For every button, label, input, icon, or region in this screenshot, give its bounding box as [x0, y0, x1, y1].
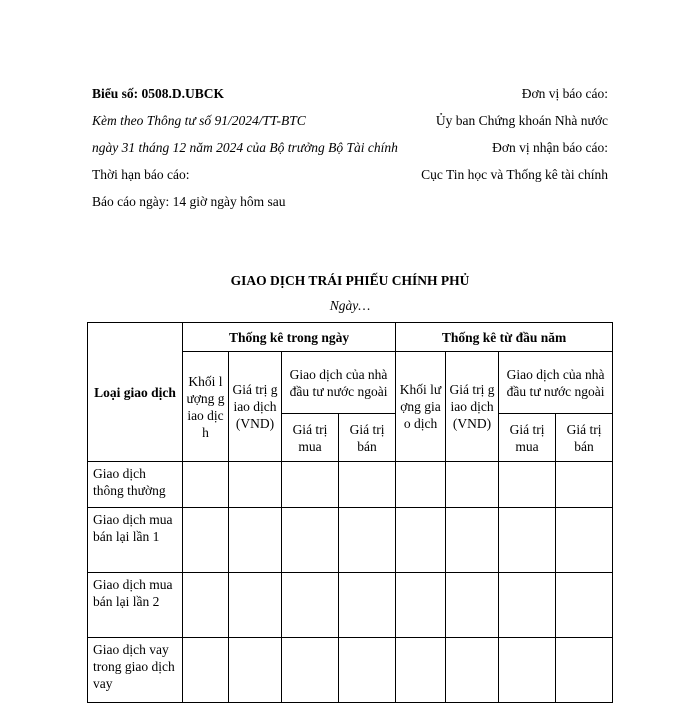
table-cell[interactable]: [282, 638, 339, 703]
table-cell[interactable]: [396, 573, 446, 638]
table-cell[interactable]: [499, 462, 556, 508]
receiving-unit: Cục Tin học và Thống kê tài chính: [421, 167, 608, 182]
ytd-volume-header: Khối lượng giao dịch: [396, 352, 446, 462]
table-cell[interactable]: [183, 638, 229, 703]
daily-buy-header: Giá trị mua: [282, 414, 339, 462]
table-cell[interactable]: [229, 462, 282, 508]
form-number: Biểu số: 0508.D.UBCK: [92, 86, 225, 101]
daily-stats-header: Thống kê trong ngày: [183, 323, 396, 352]
table-row: [88, 462, 613, 508]
report-title: GIAO DỊCH TRÁI PHIẾU CHÍNH PHỦ: [230, 273, 470, 288]
table-cell[interactable]: [556, 462, 613, 508]
table-cell[interactable]: [556, 573, 613, 638]
table-cell[interactable]: [499, 638, 556, 703]
table-cell[interactable]: [339, 573, 396, 638]
daily-value-header: Giá trị giao dịch (VND): [229, 352, 282, 462]
table-cell[interactable]: [556, 508, 613, 573]
table-row: [88, 638, 613, 703]
table-cell[interactable]: [183, 462, 229, 508]
row-label: Giao dịch vay trong giao dịch vay: [88, 638, 183, 703]
bond-transaction-table: [87, 322, 613, 703]
transaction-type-header: Loại giao dịch: [88, 323, 183, 462]
receiving-unit-label: Đơn vị nhận báo cáo:: [492, 140, 608, 155]
table-cell[interactable]: [282, 573, 339, 638]
attached-date: ngày 31 tháng 12 năm 2024 của Bộ trưởng Bộ Tài chính: [92, 140, 398, 155]
header-left: [92, 84, 402, 211]
table-cell[interactable]: [339, 508, 396, 573]
table-cell[interactable]: [282, 508, 339, 573]
ytd-buy-header: Giá trị mua: [499, 414, 556, 462]
ytd-sell-header: Giá trị bán: [556, 414, 613, 462]
table-row: [88, 573, 613, 638]
report-date: Ngày…: [329, 298, 371, 313]
table-cell[interactable]: [396, 638, 446, 703]
table-cell[interactable]: [282, 462, 339, 508]
attached-circular: Kèm theo Thông tư số 91/2024/TT-BTC: [92, 113, 306, 128]
reporting-unit-label: Đơn vị báo cáo:: [521, 86, 608, 101]
table-cell[interactable]: [183, 508, 229, 573]
table-cell[interactable]: [499, 508, 556, 573]
table-cell[interactable]: [339, 638, 396, 703]
table-cell[interactable]: [229, 573, 282, 638]
table-cell[interactable]: [229, 508, 282, 573]
ytd-foreign-header: Giao dịch của nhà đầu tư nước ngoài: [499, 352, 613, 414]
deadline-label: Thời hạn báo cáo:: [92, 167, 190, 182]
daily-sell-header: Giá trị bán: [339, 414, 396, 462]
daily-volume-header: Khối lượng giao dịch: [183, 352, 229, 462]
table-cell[interactable]: [183, 573, 229, 638]
table-cell[interactable]: [446, 573, 499, 638]
ytd-value-header: Giá trị giao dịch (VND): [446, 352, 499, 462]
reporting-unit: Ủy ban Chứng khoán Nhà nước: [435, 113, 608, 128]
row-label: Giao dịch mua bán lại lần 2: [88, 573, 183, 638]
row-label: Giao dịch mua bán lại lần 1: [88, 508, 183, 573]
daily-foreign-header: Giao dịch của nhà đầu tư nước ngoài: [282, 352, 396, 414]
report-time: Báo cáo ngày: 14 giờ ngày hôm sau: [92, 194, 286, 209]
row-label: Giao dịch thông thường: [88, 462, 183, 508]
table-cell[interactable]: [446, 462, 499, 508]
table-cell[interactable]: [339, 462, 396, 508]
table-cell[interactable]: [499, 573, 556, 638]
table-cell[interactable]: [446, 508, 499, 573]
table-cell[interactable]: [556, 638, 613, 703]
table-row: [88, 508, 613, 573]
table-cell[interactable]: [229, 638, 282, 703]
header-right: [408, 84, 608, 184]
table-cell[interactable]: [446, 638, 499, 703]
table-cell[interactable]: [396, 508, 446, 573]
table-cell[interactable]: [396, 462, 446, 508]
ytd-stats-header: Thống kê từ đầu năm: [396, 323, 613, 352]
